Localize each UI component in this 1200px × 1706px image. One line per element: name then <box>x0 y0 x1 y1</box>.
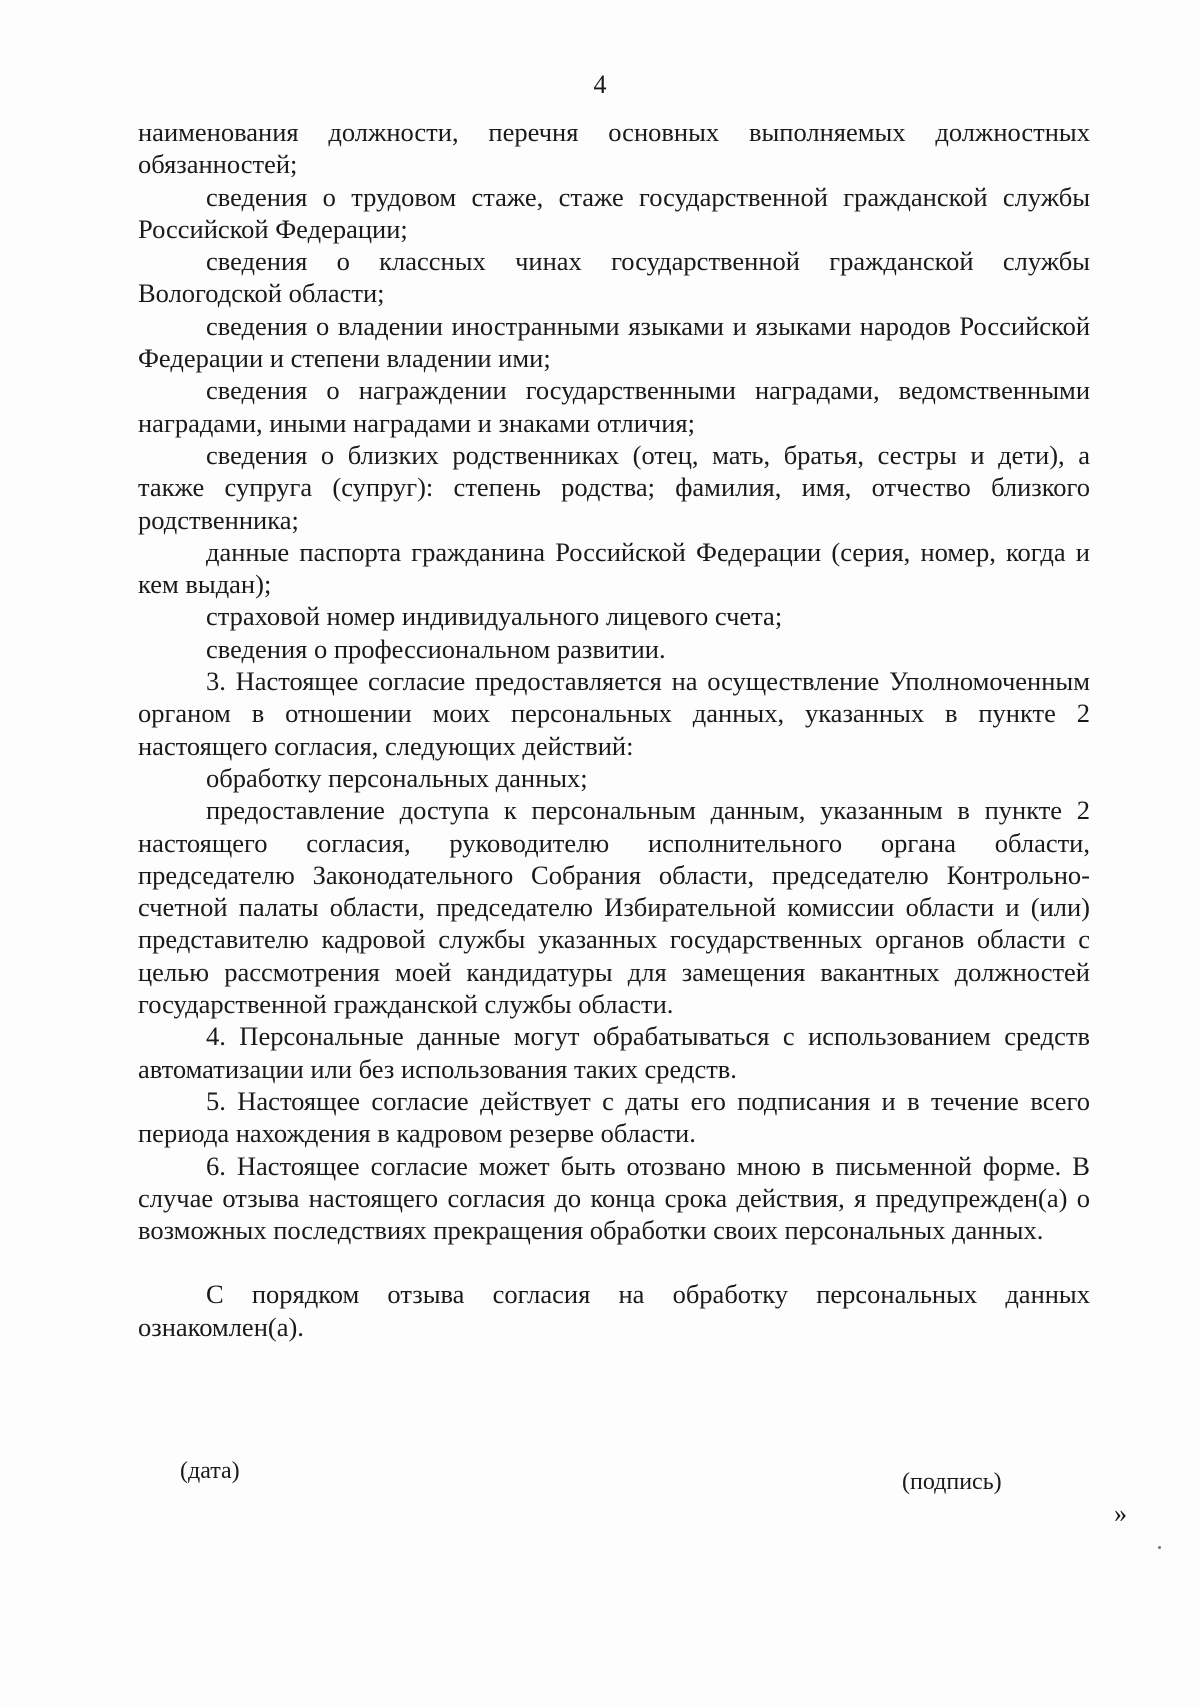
date-label: (дата) <box>180 1458 240 1484</box>
paragraph-professional-development: сведения о профессиональном развитии. <box>206 633 666 664</box>
paragraph-position-duties: наименования должности, перечня основных выполняемых должностных обязанностей; <box>138 117 1090 180</box>
paragraph-section-4: 4. Персональные данные могут обрабатываться с использованием средств автоматизации или без использования таких средств. <box>138 1021 1090 1084</box>
scan-speck <box>1158 1546 1161 1549</box>
paragraph-revocation-acknowledgement: С порядком отзыва согласия на обработку персональных данных ознакомлен(а). <box>138 1279 1090 1342</box>
paragraph-section-3: 3. Настоящее согласие предоставляется на осуществление Уполномоченным органом в отношении моих персональных данных, указанных в пункте 2 настоящего согласия, следующих действий: <box>138 666 1090 761</box>
paragraph-relatives: сведения о близких родственниках (отец, мать, братья, сестры и дети), а также супруга (супруг): степень родства; фамилия, имя, отчество близкого родственника; <box>138 439 1090 535</box>
paragraph-insurance-number: страховой номер индивидуального лицевого счета; <box>206 601 783 632</box>
paragraph-class-ranks: сведения о классных чинах государственной гражданской службы Вологодской области; <box>138 246 1090 309</box>
page-number: 4 <box>593 70 607 99</box>
paragraph-passport: данные паспорта гражданина Российской Федерации (серия, номер, когда и кем выдан); <box>138 536 1090 600</box>
paragraph-section-6: 6. Настоящее согласие может быть отозвано мною в письменной форме. В случае отзыва настоящего согласия до конца срока действия, я предупрежден(а) о возможных последствиях прекращения обработки своих персональных данных. <box>138 1150 1090 1246</box>
paragraph-awards: сведения о награждении государственными наградами, ведомственными наградами, иными наградами и знаками отличия; <box>138 375 1090 438</box>
paragraph-processing: обработку персональных данных; <box>206 762 588 793</box>
paragraph-access: предоставление доступа к персональным данным, указанным в пункте 2 настоящего согласия, руководителю исполнительного органа области, председателю Законодательного Собрания области, председателю Контрольно-счетной палаты области, председателю Избирательной комиссии области и (или) представителю кадровой службы указанных государственных органов области с целью рассмотрения моей кандидатуры для замещения вакантных должностей государственной гражданской службы области. <box>138 795 1090 1020</box>
closing-quote: » <box>1114 1499 1127 1528</box>
signature-label: (подпись) <box>902 1469 1002 1495</box>
paragraph-section-5: 5. Настоящее согласие действует с даты его подписания и в течение всего периода нахождения в кадровом резерве области. <box>138 1085 1090 1149</box>
consent-text <box>138 116 1090 1343</box>
paragraph-languages: сведения о владении иностранными языками и языками народов Российской Федерации и степени владении ими; <box>138 310 1090 374</box>
paragraph-work-experience: сведения о трудовом стаже, стаже государственной гражданской службы Российской Федерации; <box>138 181 1090 244</box>
